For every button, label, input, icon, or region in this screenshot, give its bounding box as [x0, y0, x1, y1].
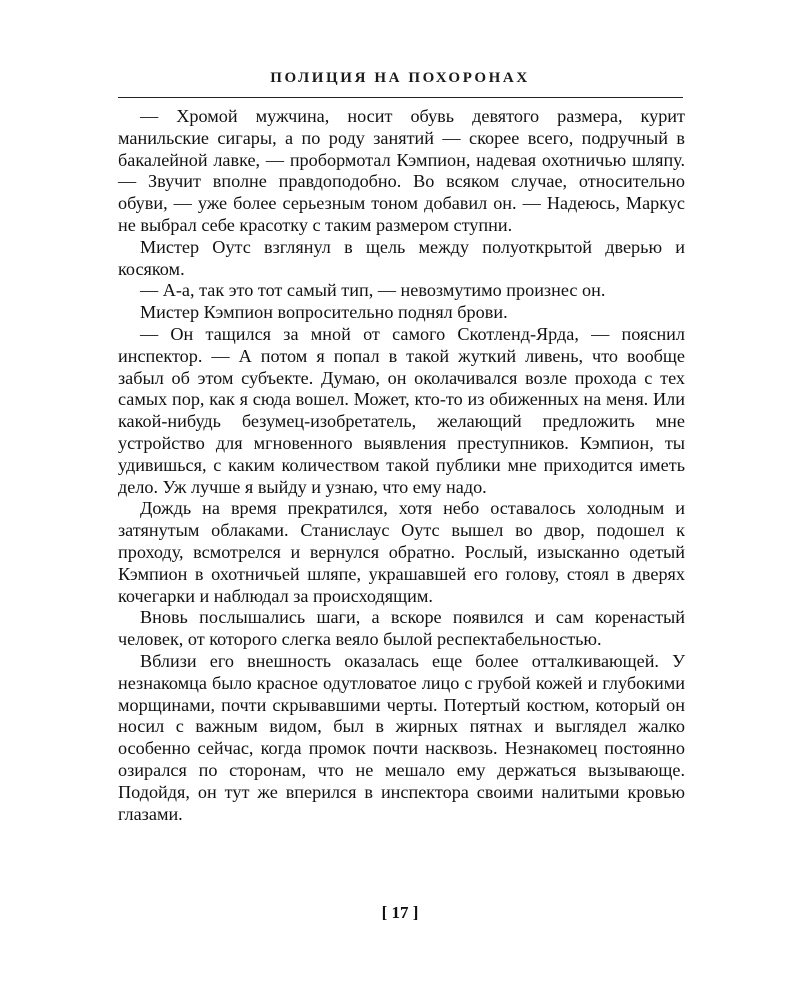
paragraph: — А-а, так это тот самый тип, — невозмутимо произнес он.	[140, 280, 606, 301]
paragraph: — Он тащился за мной от самого Скотленд-Ярда, — пояснил инспектор. — А потом я попал в такой жуткий ливень, что вообще забыл об этом субъекте. Думаю, он околачивался возле прохода с тех самых пор, как я сюда вошел. Может, кто-то из обиженных на меня. Или какой-нибудь безумец-изобретатель, желающий предложить мне устройство для мгновенного выявления преступников. Кэмпион, ты удивишься, с каким количеством такой публики мне приходится иметь дело. Уж лучше я выйду и узнаю, что ему надо.	[118, 323, 685, 497]
paragraph: — Хромой мужчина, носит обувь девятого размера, курит манильские сигары, а по роду занятий — скорее всего, подручный в бакалейной лавке, — пробормотал Кэмпион, надевая охотничью шляпу. — Звучит вполне правдоподобно. Во всяком случае, относительно обуви, — уже более серьезным тоном добавил он. — Надеюсь, Маркус не выбрал себе красотку с таким размером ступни.	[118, 106, 685, 235]
page-number: [ 17 ]	[381, 903, 419, 922]
header-rule	[118, 97, 683, 98]
paragraph: Дождь на время прекратился, хотя небо оставалось холодным и затянутым облаками. Станислаус Оутс вышел во двор, подошел к проходу, всмотрелся и вернулся обратно. Рослый, изысканно одетый Кэмпион в охотничьей шляпе, украшавшей его голову, стоял в дверях кочегарки и наблюдал за происходящим.	[118, 498, 685, 606]
running-head: ПОЛИЦИЯ НА ПОХОРОНАХ	[270, 70, 530, 86]
paragraph: Мистер Кэмпион вопросительно поднял брови.	[140, 302, 508, 323]
body-text	[118, 106, 685, 825]
paragraph: Мистер Оутс взглянул в щель между полуоткрытой дверью и косяком.	[118, 236, 685, 279]
paragraph: Вблизи его внешность оказалась еще более отталкивающей. У незнакомца было красное одутловатое лицо с грубой кожей и глубокими морщинами, почти скрывавшими черты. Потертый костюм, который он носил с важным видом, был в жирных пятнах и выглядел жалко особенно сейчас, когда промок почти насквозь. Незнакомец постоянно озирался по сторонам, что не мешало ему держаться вызывающе. Подойдя, он тут же вперился в инспектора своими налитыми кровью глазами.	[118, 650, 685, 824]
paragraph: Вновь послышались шаги, а вскоре появился и сам коренастый человек, от которого слегка веяло былой респектабельностью.	[118, 607, 685, 650]
